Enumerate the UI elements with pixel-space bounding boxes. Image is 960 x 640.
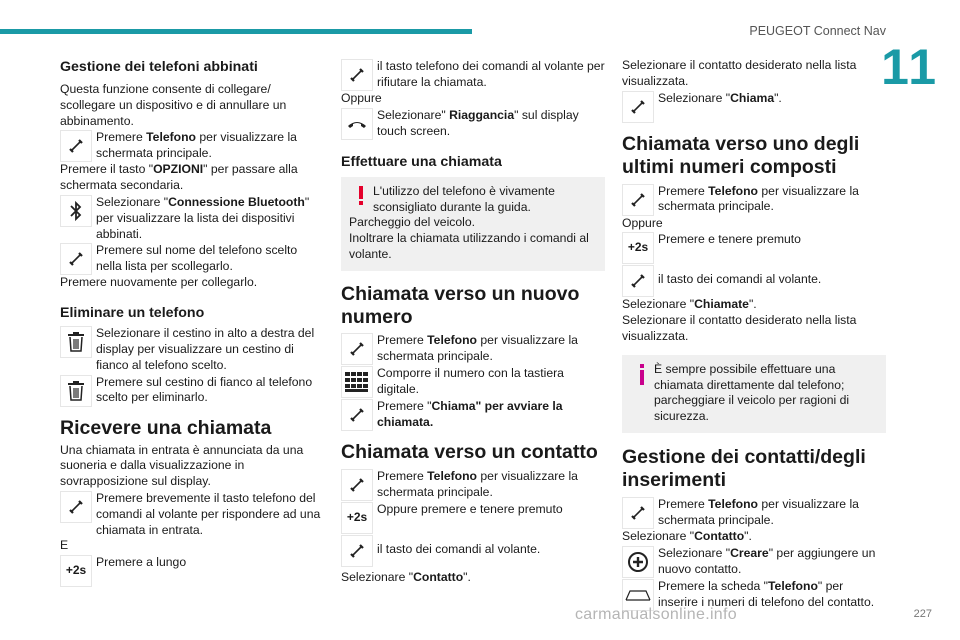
- instruction-row: [341, 502, 605, 534]
- phone-handset-icon: [348, 406, 366, 424]
- section-title: Gestione dei contatti/degli inserimenti: [622, 445, 866, 491]
- phone-handset-icon: [348, 476, 366, 494]
- text-bold: Telefono: [768, 578, 818, 593]
- text: Premere e tenere premuto: [658, 232, 801, 247]
- text: Premere sul nome del telefono scelto nella lista per scollegarlo.: [96, 243, 298, 274]
- section-title: Ricevere una chiamata: [60, 416, 272, 439]
- paragraph: Una chiamata in entrata è annunciata da una suoneria e dalla visualizzazione in sovrapposizione sul display.: [60, 442, 304, 489]
- instruction-row: [341, 59, 605, 91]
- instruction-row: [622, 497, 886, 529]
- column-1: [60, 58, 324, 587]
- text-bold: Telefono: [708, 183, 758, 198]
- text: ".: [748, 297, 757, 312]
- text: " per visualizzare la lista dei dispositivi abbinati.: [96, 194, 310, 241]
- instruction-row: [60, 243, 324, 275]
- instruction-row: [60, 130, 324, 162]
- section-title: Chiamata verso un nuovo numero: [341, 282, 580, 328]
- text-bold: Telefono: [708, 496, 758, 511]
- text: Selezionare ": [658, 545, 731, 560]
- section-title: Chiamata verso un contatto: [341, 440, 598, 463]
- section-title: Eliminare un telefono: [60, 305, 205, 322]
- instruction-row: [60, 195, 324, 242]
- column-2: [341, 58, 605, 586]
- text: Premere: [658, 183, 709, 198]
- warning-text: L'utilizzo del telefono è vivamente sconsigliato durante la guida.: [373, 183, 555, 214]
- instruction-row: [60, 491, 324, 538]
- hold-2s-icon: +2s: [346, 509, 368, 524]
- bluetooth-icon: [67, 200, 85, 222]
- instruction-row: [60, 555, 324, 587]
- paragraph: Selezionare il contatto desiderato nella lista visualizzata.: [622, 313, 857, 343]
- paragraph: Oppure: [341, 91, 382, 105]
- text: Selezionare ": [622, 528, 695, 543]
- text-bold: Telefono: [146, 130, 196, 145]
- text: Premere brevemente il tasto telefono del comandi al volante per rispondere ad una chiamata in entrata.: [96, 490, 321, 537]
- text: " sul display touch screen.: [377, 107, 579, 138]
- paragraph: [60, 162, 324, 194]
- text: Oppure premere e tenere premuto: [377, 501, 563, 516]
- instruction-row: [341, 535, 605, 567]
- phone-handset-icon: [629, 98, 647, 116]
- hold-2s-icon: +2s: [65, 563, 87, 578]
- text-bold: Telefono: [427, 468, 477, 483]
- paragraph: E: [60, 538, 69, 553]
- paragraph: Premere nuovamente per collegarlo.: [60, 275, 258, 290]
- page-number: 227: [913, 608, 932, 620]
- text: Premere a lungo: [96, 555, 187, 570]
- instruction-row: [622, 265, 886, 297]
- text: il tasto telefono dei comandi al volante per rifiutare la chiamata.: [377, 59, 605, 89]
- text-bold: Telefono: [427, 332, 477, 347]
- instruction-row: [341, 366, 605, 398]
- hold-2s-icon: +2s: [627, 240, 649, 255]
- text-bold: Contatto: [694, 528, 745, 543]
- text: Selezionare ": [622, 297, 695, 312]
- phone-handset-icon: [629, 504, 647, 522]
- text: il tasto dei comandi al volante.: [377, 541, 541, 556]
- chapter-number: 11: [881, 39, 938, 95]
- text: Premere: [377, 332, 428, 347]
- paragraph: Oppure: [622, 215, 663, 230]
- text: ".: [744, 528, 752, 543]
- section-title: Chiamata verso uno degli ultimi numeri composti: [622, 132, 860, 178]
- instruction-row: [622, 184, 886, 216]
- phone-handset-icon: [629, 272, 647, 290]
- warning-icon: [358, 186, 364, 216]
- phone-handset-icon: [67, 137, 85, 155]
- text: " per inserire i numeri di telefono del contatto.: [658, 578, 875, 609]
- paragraph: Questa funzione consente di collegare/ scollegare un dispositivo e di annullare un abbinamento.: [60, 82, 287, 128]
- text: ".: [463, 569, 471, 584]
- text-bold: Connessione Bluetooth: [168, 194, 305, 209]
- text: per visualizzare la schermata principale.: [377, 468, 578, 499]
- instruction-row: [341, 399, 605, 431]
- text: il tasto dei comandi al volante.: [658, 272, 822, 287]
- hang-up-icon: [346, 118, 368, 130]
- text-bold: Chiama" per avviare la chiamata.: [377, 398, 563, 429]
- text: Premere: [96, 130, 147, 145]
- instruction-row: [622, 546, 886, 578]
- warning-text: Inoltrare la chiamata utilizzando i comandi al volante.: [349, 231, 589, 261]
- text: Selezionare ": [96, 194, 169, 209]
- text: Selezionare ": [658, 90, 731, 105]
- instruction-row: [622, 232, 886, 264]
- text: Premere ": [377, 398, 432, 413]
- text: " per passare alla schermata secondaria.: [60, 162, 298, 193]
- trash-icon: [66, 380, 86, 402]
- paragraph: [622, 297, 886, 313]
- text-bold: Contatto: [413, 569, 464, 584]
- paragraph: [622, 529, 886, 545]
- phone-handset-icon: [67, 498, 85, 516]
- text: Premere sul cestino di fianco al telefono scelto per eliminarlo.: [96, 374, 313, 405]
- paragraph: [341, 570, 605, 586]
- section-title: Gestione dei telefoni abbinati: [60, 59, 258, 75]
- text-bold: Riaggancia: [449, 107, 515, 122]
- phone-handset-icon: [348, 340, 366, 358]
- text: ".: [774, 90, 782, 105]
- text: per visualizzare la schermata principale.: [96, 130, 297, 161]
- text-bold: Chiama: [730, 90, 775, 105]
- section-title: Effettuare una chiamata: [341, 153, 502, 170]
- text: Selezionare ": [341, 569, 414, 584]
- phone-handset-icon: [348, 542, 366, 560]
- phone-handset-icon: [629, 191, 647, 209]
- header-accent-bar: [0, 29, 472, 34]
- info-text: È sempre possibile effettuare una chiamata direttamente dal telefono; parcheggiare il veicolo per ragioni di sicurezza.: [654, 361, 850, 424]
- text: per visualizzare la schermata principale.: [377, 332, 578, 363]
- text: Selezionare": [377, 107, 450, 122]
- warning-text: Parcheggio del veicolo.: [349, 215, 476, 230]
- info-icon: [639, 364, 645, 425]
- instruction-row: [341, 469, 605, 501]
- text: Premere: [377, 468, 428, 483]
- text-bold: Creare: [730, 545, 769, 560]
- text: Premere: [658, 496, 709, 511]
- add-circle-icon: [627, 551, 649, 573]
- text: Selezionare il cestino in alto a destra del display per visualizzare un cestino di fianco al telefono scelto.: [96, 326, 315, 372]
- text: per visualizzare la schermata principale.: [658, 183, 859, 214]
- keypad-icon: [345, 372, 369, 392]
- column-3: [622, 58, 886, 611]
- text-bold: OPZIONI: [153, 162, 204, 177]
- text-bold: Chiamate: [694, 297, 749, 312]
- instruction-row: [341, 333, 605, 365]
- instruction-row: [622, 91, 886, 123]
- warning-box: [341, 177, 605, 271]
- phone-handset-icon: [348, 66, 366, 84]
- paragraph: Selezionare il contatto desiderato nella lista visualizzata.: [622, 58, 857, 88]
- text: Premere il tasto ": [60, 162, 154, 177]
- trash-icon: [66, 331, 86, 353]
- phone-handset-icon: [67, 250, 85, 268]
- text: " per aggiungere un nuovo contatto.: [658, 545, 876, 576]
- watermark: carmanualsonline.info: [575, 606, 737, 623]
- info-box: [622, 355, 886, 433]
- text: Premere la scheda ": [658, 578, 769, 593]
- instruction-row: [341, 108, 605, 140]
- tab-icon: [625, 588, 651, 602]
- instruction-row: [60, 326, 324, 373]
- instruction-row: [60, 375, 324, 407]
- text: per visualizzare la schermata principale.: [658, 496, 859, 527]
- text: Comporre il numero con la tastiera digitale.: [377, 365, 564, 396]
- header-title: PEUGEOT Connect Nav: [749, 24, 886, 38]
